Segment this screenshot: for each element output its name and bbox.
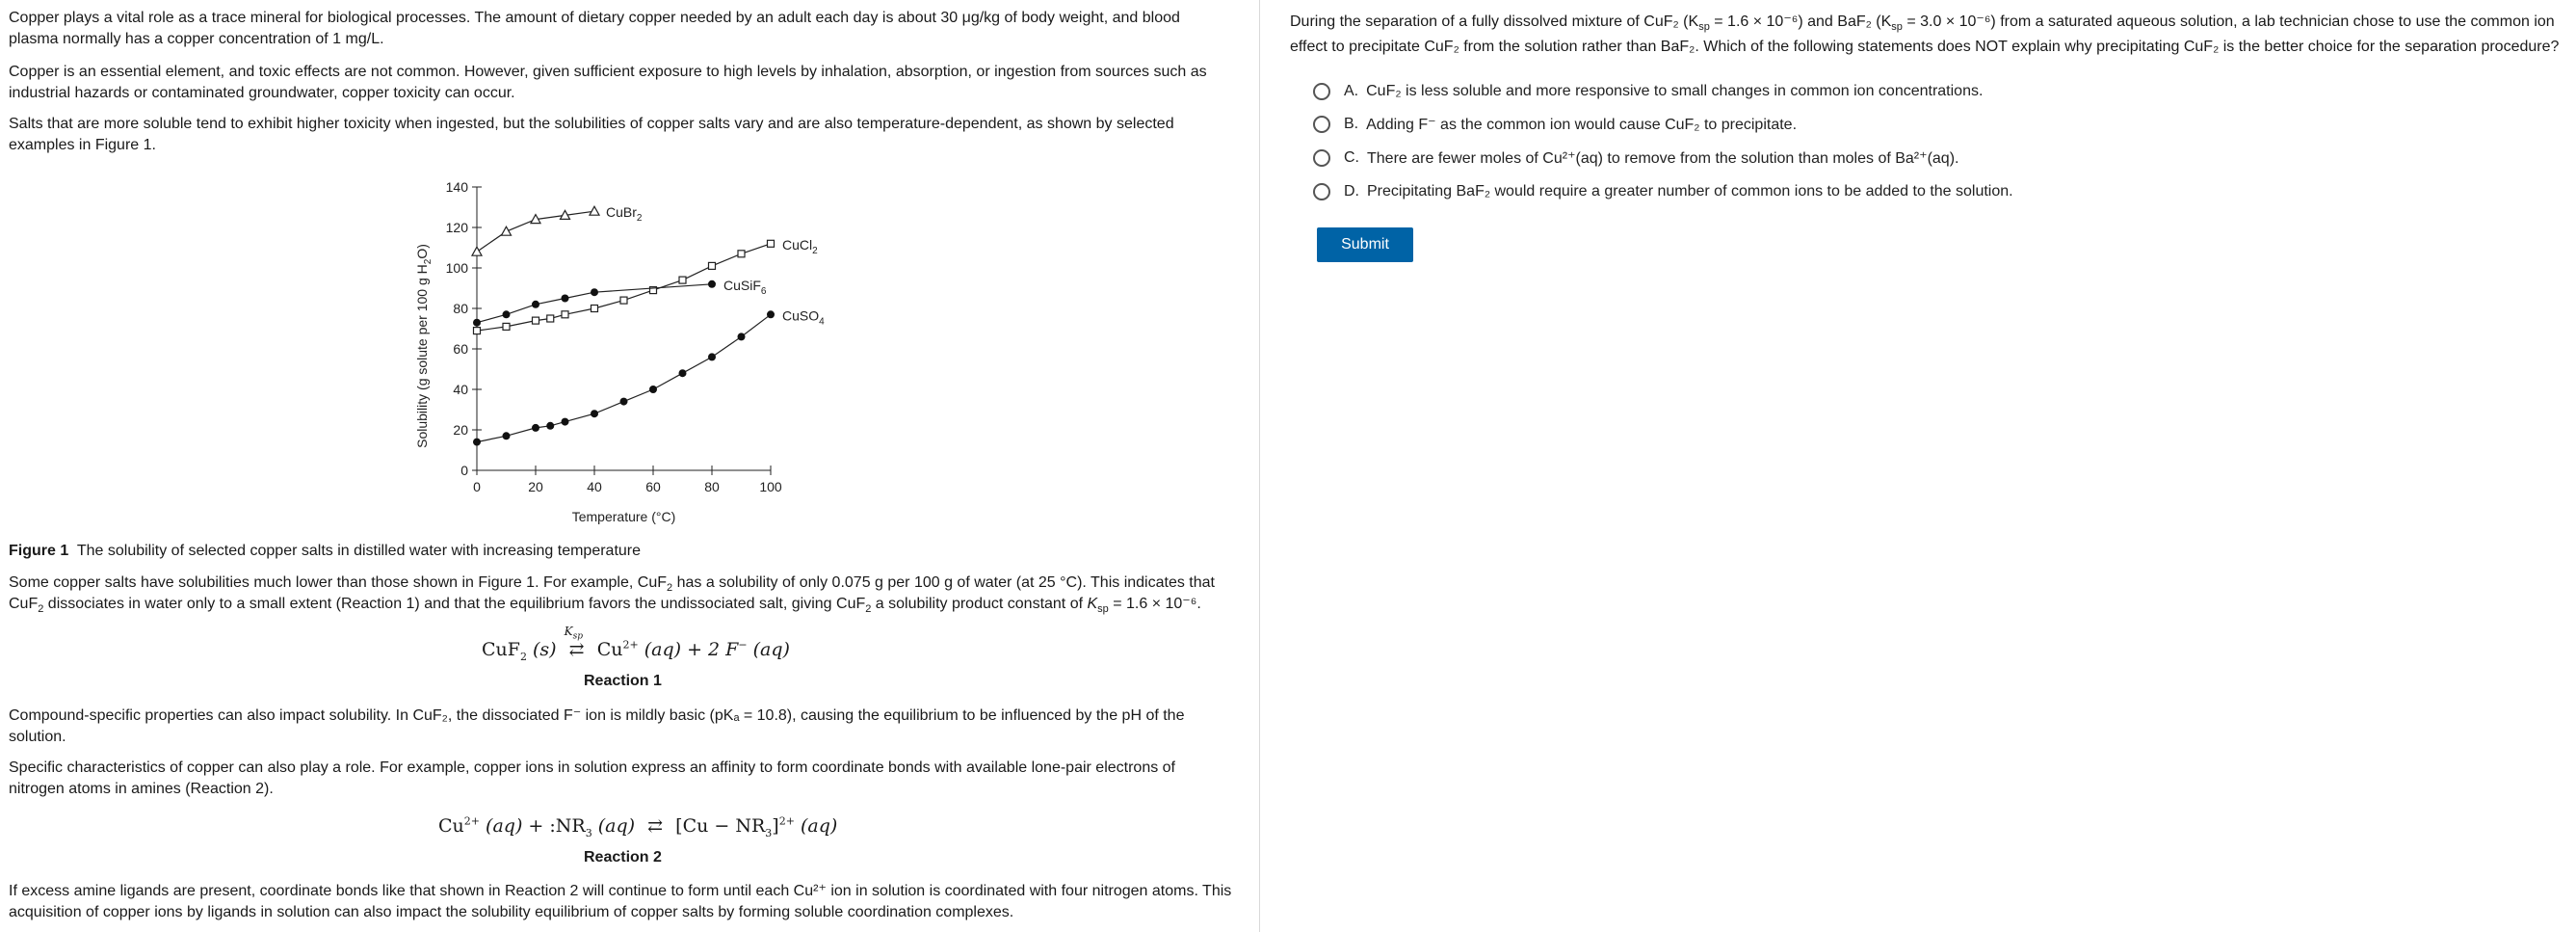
data-point-CuCl2 [738, 251, 745, 257]
r1-product1-state: (aq) + 2 F [638, 639, 739, 660]
data-point-CuCl2 [562, 311, 568, 318]
radio-button-b[interactable] [1313, 116, 1330, 133]
question-ksp1: sp [1698, 21, 1710, 34]
r2-reactant2: :NR [549, 815, 586, 837]
data-point-CuSO4 [532, 424, 539, 432]
r2-reactant2-sub: 3 [585, 826, 592, 839]
answer-option-a[interactable] [1313, 79, 1983, 104]
series-label-CuSiF6: CuSiF$_6$ [723, 277, 767, 297]
r2-product-sub: 3 [765, 826, 773, 839]
data-point-CuSO4 [473, 439, 481, 446]
question-text-1c: = 3.0 × 10⁻⁶) from a saturated aqueous solution, a lab technician chose to use the common ion [1902, 13, 2555, 30]
data-point-CuSO4 [620, 398, 628, 406]
data-point-CuCl2 [709, 262, 716, 269]
option-text: Precipitating BaF₂ would require a greater number of common ions to be added to the solution. [1367, 183, 2013, 200]
option-letter: D. [1344, 183, 1359, 200]
question-ksp2: sp [1891, 21, 1903, 34]
option-text: CuF₂ is less soluble and more responsive to small changes in common ion concentrations. [1366, 83, 1984, 99]
radio-button-a[interactable] [1313, 83, 1330, 100]
data-point-CuSO4 [562, 418, 569, 426]
y-axis-label: Solubility (g solute per 100 g $H_2O$) [414, 244, 434, 448]
question-pane [1261, 0, 2576, 932]
data-point-CuCl2 [679, 277, 686, 283]
figure-caption [0, 541, 649, 562]
p4-text-b: has a solubility of only 0.075 g per 100 g of water (at 25 °C). This indicates that CuF [9, 574, 1215, 612]
x-tick-label: 20 [528, 479, 543, 494]
passage-paragraph-5: Compound-specific properties can also impact solubility. In CuF₂, the dissociated F⁻ ion is mildly basic (pKₐ = 10.8), causing the equilibrium to be influenced by the pH of the solution. [9, 707, 1185, 745]
data-point-CuCl2 [474, 328, 481, 334]
data-point-CuCl2 [768, 240, 775, 247]
question-text-1b: = 1.6 × 10⁻⁶) and BaF₂ (K [1709, 13, 1892, 30]
r2-reactant1: Cu [438, 815, 464, 837]
y-tick-label: 80 [453, 301, 468, 316]
x-tick-label: 60 [645, 479, 661, 494]
passage-paragraph-4: Some copper salts have solubilities much lower than those shown in Figure 1. For example, CuF$_2$ has a solubility of only 0.075 g per 100 g of water (at 25 °C). This indicates that CuF$_2$ dissociates in water only to a small extent (Reaction 1) and that the equilibrium favors the undissociated salt, giving CuF$_2$ a solubility product constant of $K_{sp} = 1.6 \times 10^{-6}$. [9, 574, 1215, 616]
data-point-CuSiF6 [532, 301, 539, 308]
y-tick-label: 60 [453, 341, 468, 357]
question-text-1: During the separation of a fully dissolved mixture of CuF₂ (K [1290, 13, 1699, 30]
r2-product-sup: 2+ [778, 814, 795, 828]
data-point-CuSO4 [738, 333, 746, 340]
y-tick-label: 120 [445, 220, 468, 235]
data-point-CuSiF6 [708, 280, 716, 288]
data-point-CuSO4 [591, 410, 598, 417]
data-point-CuSO4 [546, 422, 554, 430]
answer-option-b[interactable] [1313, 112, 1797, 137]
option-letter: A. [1344, 83, 1359, 99]
data-point-CuSiF6 [473, 319, 481, 327]
data-point-CuSO4 [767, 310, 775, 318]
data-point-CuBr2 [590, 206, 599, 215]
x-tick-label: 0 [473, 479, 481, 494]
figure-label: Figure 1 [9, 543, 69, 559]
r2-product-state: (aq) [794, 815, 838, 837]
question-line-1 [1290, 10, 2571, 35]
p4-text-c: dissociates in water only to a small extent (Reaction 1) and that the equilibrium favors the undissociated salt, giving CuF [43, 596, 866, 612]
x-tick-label: 80 [704, 479, 720, 494]
data-point-CuSO4 [708, 353, 716, 360]
figure-caption-text: The solubility of selected copper salts in distilled water with increasing temperature [76, 543, 642, 559]
y-tick-label: 140 [445, 179, 468, 195]
y-tick-label: 20 [453, 422, 468, 438]
r1-reactant-state: (s) [526, 639, 557, 660]
option-letter: B. [1344, 116, 1359, 132]
r2-reactant1-state: (aq) + [480, 815, 550, 837]
solubility-chart [409, 173, 862, 525]
data-point-CuSO4 [679, 369, 687, 377]
radio-button-c[interactable] [1313, 149, 1330, 167]
r2-reactant2-state: (aq) [591, 815, 636, 837]
p4-text-a: Some copper salts have solubilities much lower than those shown in Figure 1. For example, CuF [9, 574, 667, 591]
series-label-CuBr2: CuBr$_2$ [606, 204, 643, 225]
radio-button-d[interactable] [1313, 183, 1330, 200]
equilibrium-arrow-icon: ⇄ [647, 815, 664, 837]
data-point-CuCl2 [591, 306, 598, 312]
r2-product-close: ] [772, 815, 779, 837]
data-point-CuCl2 [547, 315, 554, 322]
reaction-2-equation [438, 815, 837, 837]
answer-option-d[interactable] [1313, 179, 2013, 204]
y-tick-label: 100 [445, 260, 468, 276]
y-tick-label: 0 [460, 463, 468, 478]
data-point-CuCl2 [503, 323, 510, 330]
question-line-2: effect to precipitate CuF₂ from the solution rather than BaF₂. Which of the following statements does NOT explain why precipitating CuF₂ is the better choice for the separation procedure? [1290, 39, 2560, 55]
passage-paragraph-3: Salts that are more soluble tend to exhibit higher toxicity when ingested, but the solubilities of copper salts vary and are also temperature-dependent, as shown by selected examples in Figure 1. [9, 116, 1174, 153]
passage-paragraph-7: If excess amine ligands are present, coordinate bonds like that shown in Reaction 2 will continue to form until each Cu²⁺ ion in solution is coordinated with four nitrogen atoms. This acquisition of copper ions by ligands in solution can also impact the solubility equilibrium of copper salts by forming soluble coordination complexes. [9, 883, 1232, 920]
option-letter: C. [1344, 149, 1359, 166]
x-axis-label: Temperature (°C) [571, 509, 676, 524]
data-point-CuCl2 [620, 297, 627, 304]
ksp-label: K [564, 625, 573, 638]
data-point-CuSiF6 [591, 288, 598, 296]
passage-paragraph-6: Specific characteristics of copper can also play a role. For example, copper ions in solution express an affinity to form coordinate bonds with available lone-pair electrons of nitrogen atoms in amines (Reaction 2). [9, 759, 1175, 797]
reaction-2-title: Reaction 2 [584, 849, 662, 865]
data-point-CuSiF6 [562, 295, 569, 303]
r1-reactant-sub: 2 [519, 650, 527, 663]
r1-product1-sup: 2+ [622, 638, 639, 652]
data-point-CuCl2 [533, 317, 539, 324]
r1-product2-state: (aq) [747, 639, 790, 660]
series-line-CuSO4 [477, 314, 771, 441]
data-point-CuBr2 [502, 226, 512, 235]
series-label-CuCl2: CuCl$_2$ [782, 236, 818, 256]
equilibrium-arrow-icon: $K_{sp}$ ⇄ [564, 625, 585, 660]
data-point-CuSO4 [503, 432, 511, 439]
p4-text-e: = 1.6 × 10⁻⁶. [1108, 596, 1201, 612]
option-text: Adding F⁻ as the common ion would cause CuF₂ to precipitate. [1366, 117, 1798, 133]
submit-button[interactable]: Submit [1317, 227, 1413, 262]
option-text: There are fewer moles of Cu²⁺(aq) to remove from the solution than moles of Ba²⁺(aq). [1367, 150, 1959, 167]
reaction-1-equation [482, 625, 790, 663]
series-label-CuSO4: CuSO$_4$ [782, 307, 825, 328]
data-point-CuSO4 [649, 386, 657, 393]
passage-paragraph-1: Copper plays a vital role as a trace mineral for biological processes. The amount of dietary copper needed by an adult each day is about 30 μg/kg of body weight, and blood plasma normally has a copper concentration of 1 mg/L. [9, 10, 1180, 47]
p4-text-d: a solubility product constant of [871, 596, 1088, 612]
r2-reactant1-sup: 2+ [463, 814, 480, 828]
answer-option-c[interactable] [1313, 146, 1958, 171]
passage-pane[interactable] [0, 0, 1260, 932]
data-point-CuSiF6 [503, 310, 511, 318]
passage-paragraph-2: Copper is an essential element, and toxic effects are not common. However, given sufficient exposure to high levels by inhalation, absorption, or ingestion from sources such as industrial hazards or contaminated groundwater, copper toxicity can occur. [9, 64, 1207, 101]
x-tick-label: 100 [759, 479, 782, 494]
r1-reactant: CuF [482, 639, 520, 660]
r1-product2-sup: − [738, 638, 748, 652]
y-tick-label: 40 [453, 382, 468, 397]
r2-product: [Cu − NR [675, 815, 766, 837]
question-stem [1290, 10, 2571, 60]
data-point-CuBr2 [472, 247, 482, 255]
r1-product1: Cu [596, 639, 623, 660]
reaction-1-title: Reaction 1 [584, 673, 662, 689]
ksp-label-sub: sp [572, 631, 583, 642]
x-tick-label: 40 [587, 479, 602, 494]
